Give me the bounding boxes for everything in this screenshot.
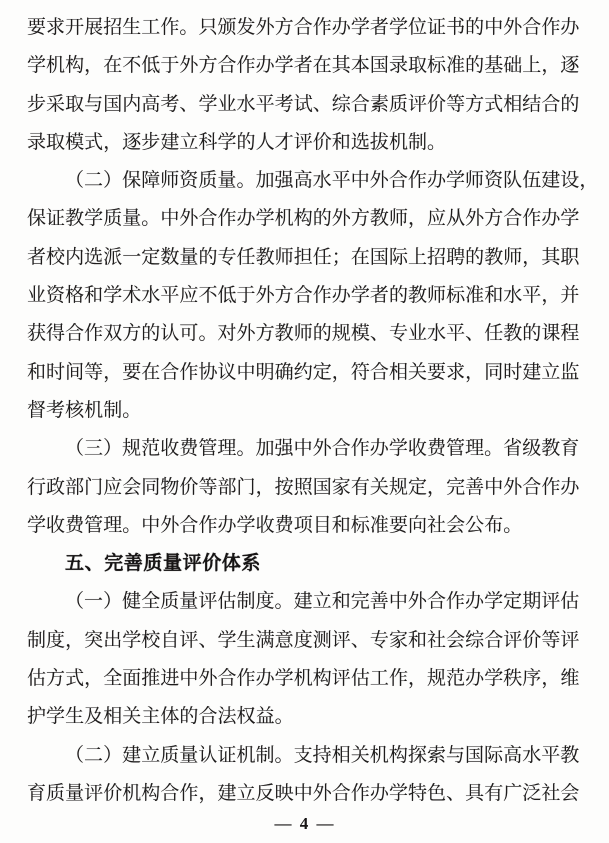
text-line: 步采取与国内高考、学业水平考试、综合素质评价等方式相结合的	[27, 93, 580, 115]
text-line: 督考核机制。	[27, 399, 142, 421]
text-line: 育质量评价机构合作，建立反映中外合作办学特色、具有广泛社会	[27, 782, 580, 804]
text-line: 录取模式，逐步建立科学的人才评价和选拔机制。	[27, 131, 447, 153]
text-line: （二）建立质量认证机制。支持相关机构探索与国际高水平教	[65, 744, 580, 766]
text-line: 护学生及相关主体的合法权益。	[27, 706, 294, 728]
text-line: 学机构，在不低于外方合作办学者在其本国录取标准的基础上，逐	[27, 55, 580, 77]
text-line: 者校内选派一定数量的专任教师担任；在国际上招聘的教师，其职	[27, 246, 580, 268]
text-line: （三）规范收费管理。加强中外合作办学收费管理。省级教育	[65, 438, 580, 460]
section-heading: 五、完善质量评价体系	[65, 553, 262, 575]
text-line: 业资格和学术水平应不低于外方合作办学者的教师标准和水平，并	[27, 285, 580, 307]
text-line: 保证教学质量。中外合作办学机构的外方教师，应从外方合作办学	[27, 208, 580, 230]
text-line: 行政部门应会同物价等部门，按照国家有关规定，完善中外合作办	[27, 476, 580, 498]
document-body	[27, 9, 599, 813]
text-line: 获得合作双方的认可。对外方教师的规模、专业水平、任教的课程	[27, 323, 580, 345]
text-line: 制度，突出学校自评、学生满意度测评、专家和社会综合评价等评	[27, 629, 580, 651]
text-line: 估方式，全面推进中外合作办学机构评估工作，规范办学秩序，维	[27, 668, 580, 690]
text-line: （一）健全质量评估制度。建立和完善中外合作办学定期评估	[65, 591, 580, 613]
text-line: 要求开展招生工作。只颁发外方合作办学者学位证书的中外合作办	[27, 17, 580, 38]
text-line: （二）保障师资质量。加强高水平中外合作办学师资队伍建设，	[65, 170, 599, 192]
page-number: — 4 —	[274, 814, 336, 834]
text-line: 学收费管理。中外合作办学收费项目和标准要向社会公布。	[27, 514, 523, 536]
text-line: 和时间等，要在合作协议中明确约定，符合相关要求，同时建立监	[27, 361, 580, 383]
